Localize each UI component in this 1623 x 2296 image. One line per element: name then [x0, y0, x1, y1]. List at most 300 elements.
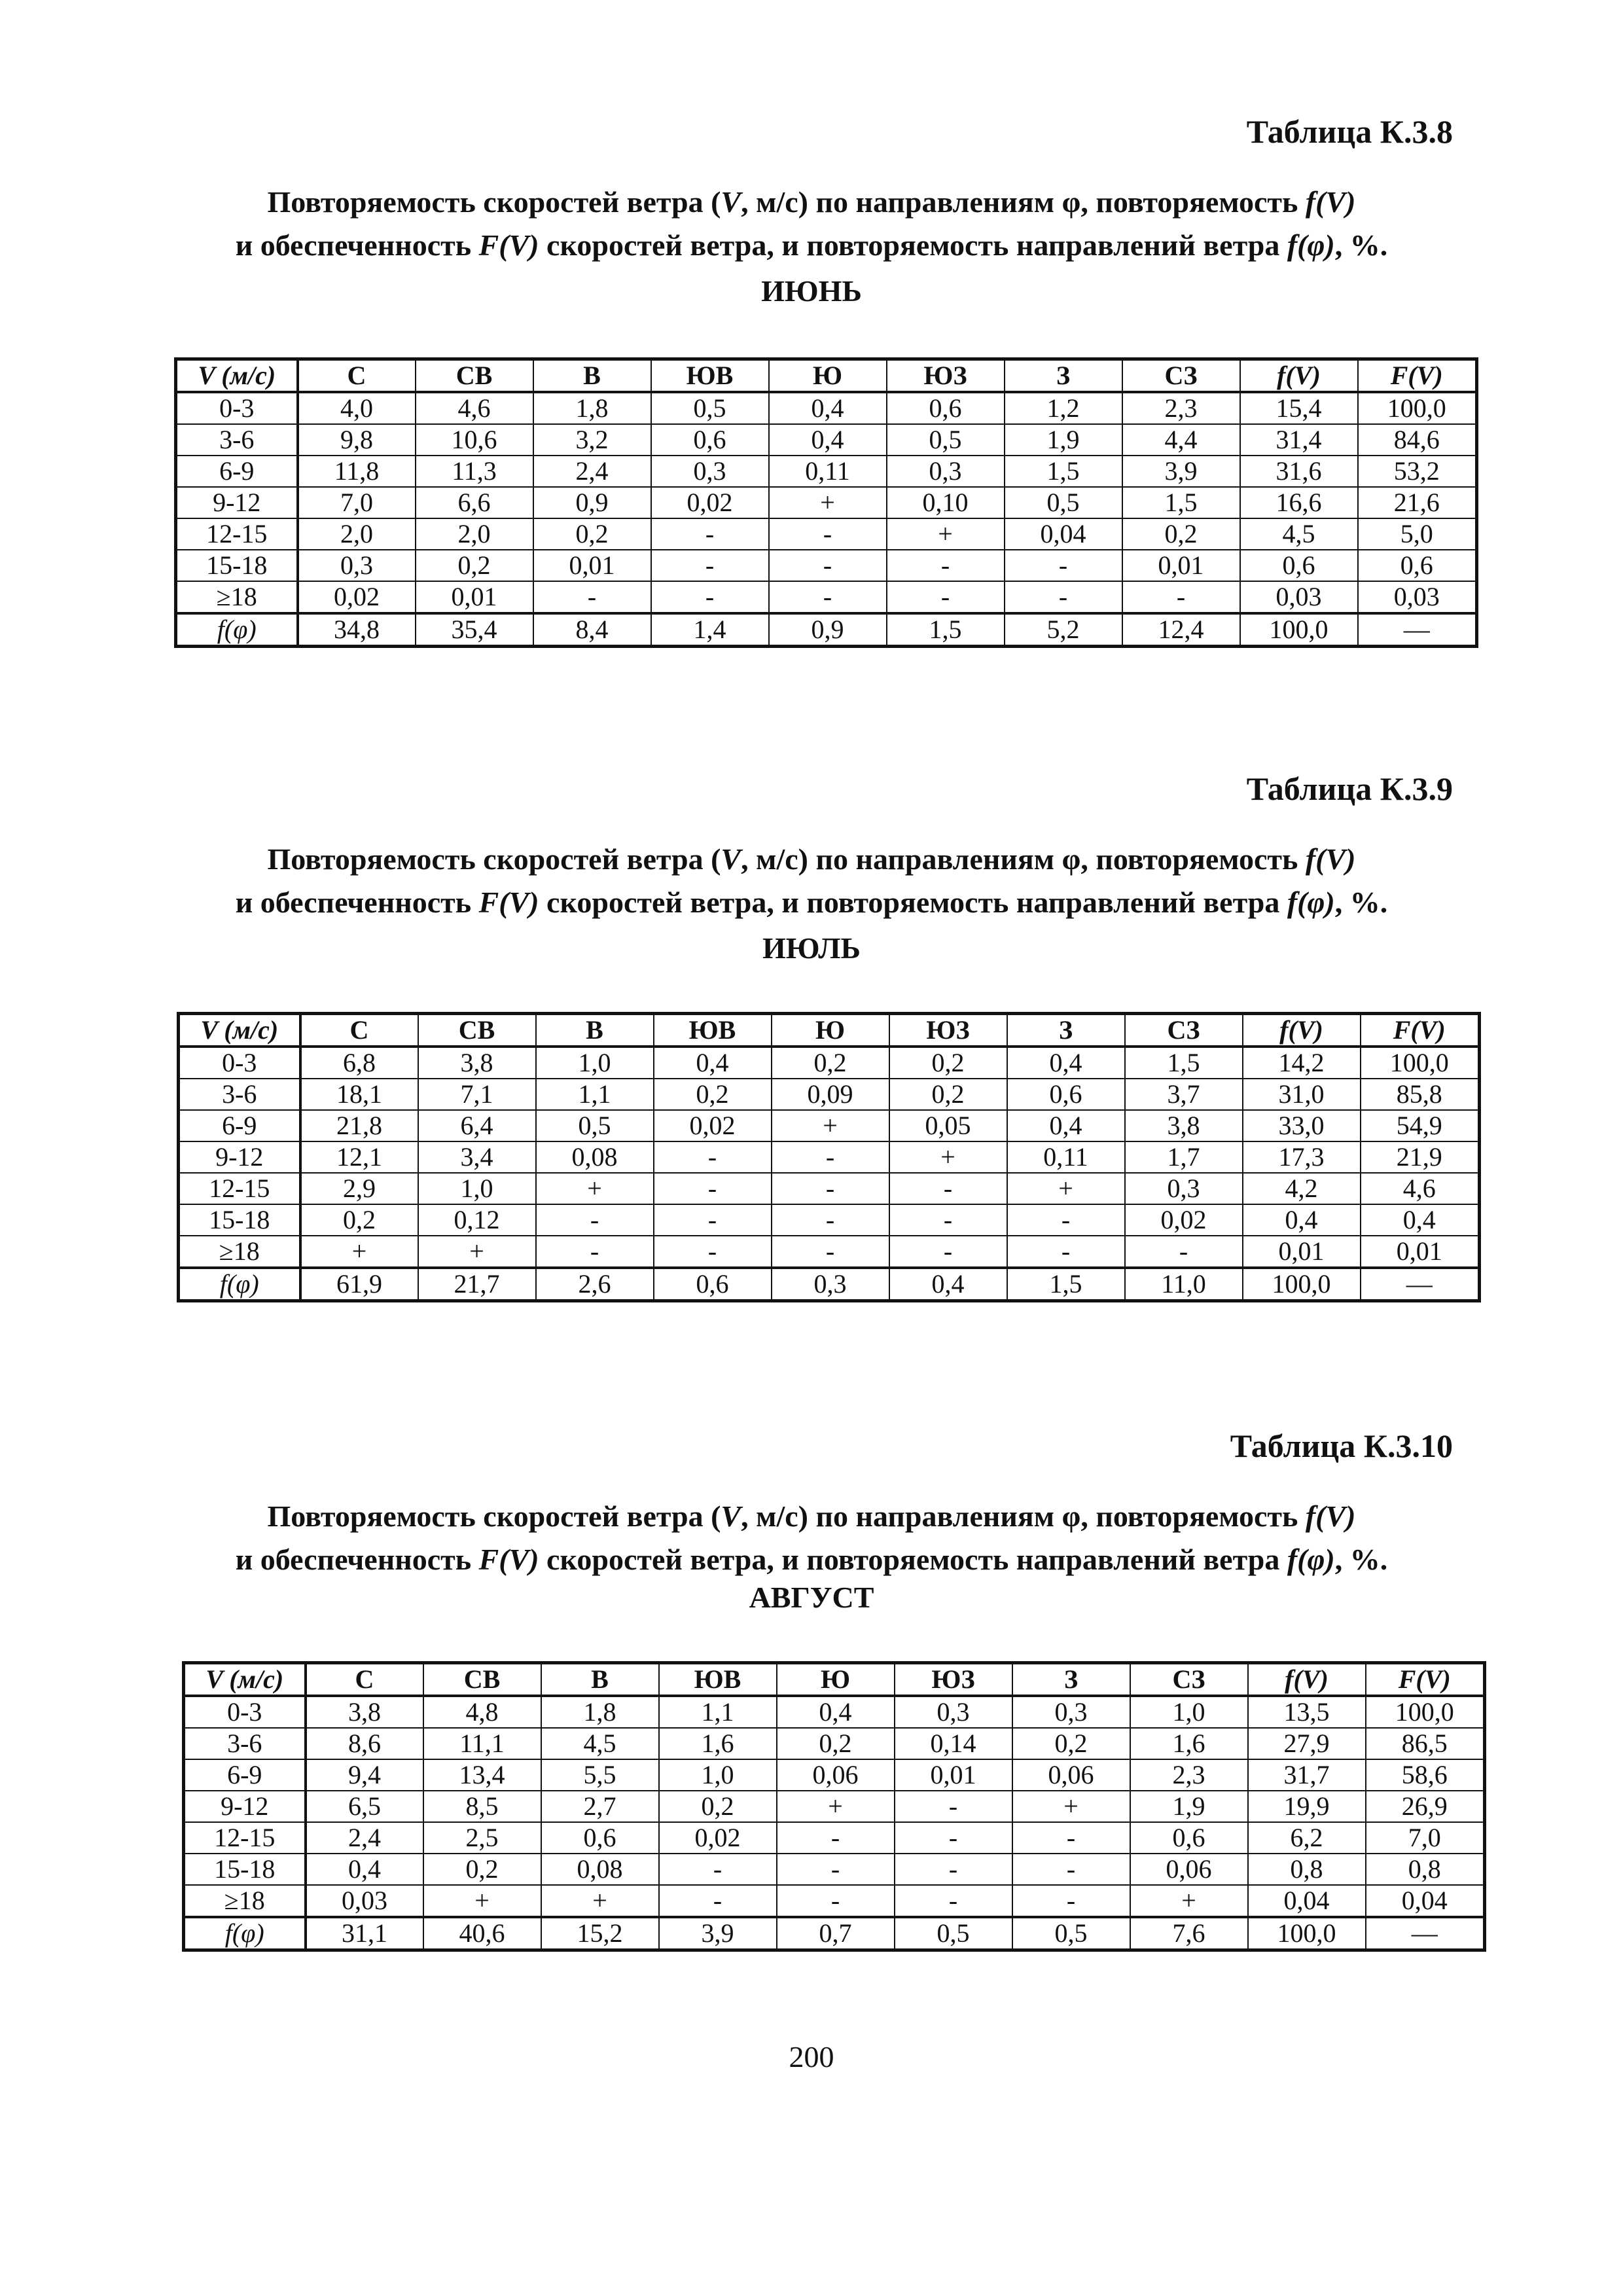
table-cell: 1,5: [1122, 487, 1240, 518]
table-cell: -: [651, 550, 769, 581]
table-cell: 0,9: [769, 613, 887, 647]
table-cell: 11,0: [1125, 1268, 1243, 1301]
table-cell: 1,5: [887, 613, 1005, 647]
table-cell: +: [541, 1885, 659, 1917]
table-caption: [0, 1495, 1623, 1581]
table-cell: 0,6: [1358, 550, 1477, 581]
caption-line-1: Повторяемость скоростей ветра (V, м/с) по направлениям φ, повторяемость f(V): [267, 185, 1356, 219]
table-cell: 6,6: [416, 487, 533, 518]
table-row: [184, 1917, 1485, 1950]
caption-line-1: Повторяемость скоростей ветра (V, м/с) по направлениям φ, повторяемость f(V): [267, 1499, 1356, 1533]
table-cell: 2,9: [300, 1173, 418, 1204]
table-cell: -: [772, 1204, 889, 1236]
table-cell: 0,09: [772, 1079, 889, 1110]
table-cell: 85,8: [1361, 1079, 1480, 1110]
month-title: АВГУСТ: [749, 1581, 874, 1614]
header-cell: F(V): [1366, 1663, 1485, 1696]
row-label-cell: 0-3: [184, 1696, 306, 1728]
table-cell: 31,6: [1240, 456, 1358, 487]
table-cell: 0,3: [1012, 1696, 1130, 1728]
table-cell: 100,0: [1366, 1696, 1485, 1728]
table-cell: 0,5: [651, 392, 769, 424]
table-cell: -: [651, 518, 769, 550]
table-cell: -: [1005, 550, 1122, 581]
wind-table-august: [182, 1661, 1486, 1952]
table-cell: 1,9: [1130, 1791, 1248, 1822]
row-label-cell: 6-9: [179, 1110, 300, 1141]
table-cell: 0,4: [889, 1268, 1007, 1301]
header-cell: СВ: [416, 359, 533, 393]
table-cell: 18,1: [300, 1079, 418, 1110]
table-cell: -: [1007, 1204, 1125, 1236]
table-cell: 0,06: [777, 1759, 895, 1791]
table-cell: 1,4: [651, 613, 769, 647]
header-cell: ЮВ: [659, 1663, 777, 1696]
table-cell: 21,9: [1361, 1141, 1480, 1173]
row-label-cell: 12-15: [184, 1822, 306, 1854]
table-cell: 0,03: [306, 1885, 423, 1917]
table-cell: -: [654, 1141, 772, 1173]
table-cell: 8,6: [306, 1728, 423, 1759]
table-cell: 84,6: [1358, 424, 1477, 456]
table-cell: 1,5: [1007, 1268, 1125, 1301]
row-label-cell: 15-18: [179, 1204, 300, 1236]
table-cell: 0,2: [423, 1854, 541, 1885]
header-cell: Ю: [777, 1663, 895, 1696]
table-cell: 5,2: [1005, 613, 1122, 647]
header-cell: ЮВ: [654, 1014, 772, 1047]
header-cell: ЮЗ: [889, 1014, 1007, 1047]
table-cell: 0,01: [1361, 1236, 1480, 1268]
table-cell: 0,4: [306, 1854, 423, 1885]
table-cell: 0,01: [895, 1759, 1012, 1791]
table-cell: 40,6: [423, 1917, 541, 1950]
table-cell: 0,7: [777, 1917, 895, 1950]
table-cell: 0,03: [1358, 581, 1477, 613]
table-cell: 4,6: [1361, 1173, 1480, 1204]
table-cell: 0,06: [1130, 1854, 1248, 1885]
table-row: [176, 424, 1477, 456]
table-cell: 2,4: [306, 1822, 423, 1854]
wind-table-july: [177, 1012, 1481, 1302]
table-row: [176, 518, 1477, 550]
table-cell: -: [895, 1854, 1012, 1885]
table-cell: 3,8: [306, 1696, 423, 1728]
header-cell: З: [1005, 359, 1122, 393]
header-cell: ЮВ: [651, 359, 769, 393]
table-cell: 11,3: [416, 456, 533, 487]
table-cell: 1,1: [659, 1696, 777, 1728]
table-cell: 7,0: [298, 487, 416, 518]
row-label-cell: ≥18: [176, 581, 298, 613]
table-cell: 100,0: [1240, 613, 1358, 647]
table-row: [176, 487, 1477, 518]
table-cell: +: [772, 1110, 889, 1141]
table-cell: 0,2: [533, 518, 651, 550]
table-cell: 0,02: [654, 1110, 772, 1141]
table-cell: 100,0: [1358, 392, 1477, 424]
header-cell: С: [300, 1014, 418, 1047]
row-label-cell: 3-6: [179, 1079, 300, 1110]
table-cell: 0,11: [1007, 1141, 1125, 1173]
row-label-cell: 3-6: [176, 424, 298, 456]
table-cell: 2,3: [1122, 392, 1240, 424]
table-cell: 0,4: [769, 392, 887, 424]
header-cell: СЗ: [1125, 1014, 1243, 1047]
table-cell: 11,1: [423, 1728, 541, 1759]
table-cell: 21,7: [418, 1268, 536, 1301]
table-cell: 31,1: [306, 1917, 423, 1950]
table-cell: 0,6: [1007, 1079, 1125, 1110]
table-row: [179, 1141, 1480, 1173]
table-cell: 0,6: [1130, 1822, 1248, 1854]
table-cell: +: [1012, 1791, 1130, 1822]
table-cell: 1,8: [533, 392, 651, 424]
header-cell: В: [533, 359, 651, 393]
row-label-cell: f(φ): [184, 1917, 306, 1950]
header-cell: В: [536, 1014, 654, 1047]
row-label-cell: 9-12: [184, 1791, 306, 1822]
table-cell: -: [772, 1141, 889, 1173]
table-cell: 1,8: [541, 1696, 659, 1728]
table-cell: 33,0: [1243, 1110, 1361, 1141]
table-cell: -: [772, 1236, 889, 1268]
row-label-cell: 9-12: [179, 1141, 300, 1173]
header-cell: С: [306, 1663, 423, 1696]
table-cell: 5,0: [1358, 518, 1477, 550]
row-label-cell: 0-3: [179, 1047, 300, 1079]
table-cell: 100,0: [1361, 1047, 1480, 1079]
table-cell: —: [1358, 613, 1477, 647]
table-row: [176, 581, 1477, 613]
header-cell: V (м/с): [184, 1663, 306, 1696]
table-cell: 0,4: [1007, 1047, 1125, 1079]
month-title: ИЮНЬ: [761, 274, 862, 308]
row-label-cell: 15-18: [176, 550, 298, 581]
table-cell: 0,4: [654, 1047, 772, 1079]
table-cell: 4,8: [423, 1696, 541, 1728]
header-cell: f(V): [1240, 359, 1358, 393]
table-cell: +: [769, 487, 887, 518]
table-cell: 31,7: [1248, 1759, 1366, 1791]
table-row: [176, 550, 1477, 581]
table-cell: 0,08: [541, 1854, 659, 1885]
table-cell: -: [769, 550, 887, 581]
table-cell: +: [1007, 1173, 1125, 1204]
header-cell: F(V): [1361, 1014, 1480, 1047]
table-row: [176, 456, 1477, 487]
table-cell: -: [659, 1885, 777, 1917]
table-cell: 2,3: [1130, 1759, 1248, 1791]
header-cell: ЮЗ: [895, 1663, 1012, 1696]
header-cell: f(V): [1248, 1663, 1366, 1696]
table-cell: 13,4: [423, 1759, 541, 1791]
table-cell: -: [777, 1885, 895, 1917]
table-cell: 21,8: [300, 1110, 418, 1141]
table-cell: 0,5: [1012, 1917, 1130, 1950]
table-cell: 0,2: [1012, 1728, 1130, 1759]
table-cell: 61,9: [300, 1268, 418, 1301]
table-cell: -: [536, 1236, 654, 1268]
table-cell: 0,4: [1007, 1110, 1125, 1141]
table-cell: 3,7: [1125, 1079, 1243, 1110]
table-cell: 6,8: [300, 1047, 418, 1079]
table-row: [184, 1728, 1485, 1759]
table-cell: 4,5: [541, 1728, 659, 1759]
table-cell: 0,5: [887, 424, 1005, 456]
table-cell: 1,5: [1005, 456, 1122, 487]
table-caption: [0, 181, 1623, 267]
table-cell: 3,8: [1125, 1110, 1243, 1141]
table-row: [176, 613, 1477, 647]
table-cell: 0,3: [651, 456, 769, 487]
row-label-cell: 6-9: [184, 1759, 306, 1791]
table-cell: -: [889, 1173, 1007, 1204]
header-cell: Ю: [769, 359, 887, 393]
table-cell: -: [777, 1822, 895, 1854]
table-row: [179, 1268, 1480, 1301]
table-cell: -: [895, 1885, 1012, 1917]
table-cell: +: [423, 1885, 541, 1917]
table-cell: 0,01: [533, 550, 651, 581]
table-cell: 4,5: [1240, 518, 1358, 550]
table-cell: 0,4: [777, 1696, 895, 1728]
table-cell: 58,6: [1366, 1759, 1485, 1791]
table-cell: 6,2: [1248, 1822, 1366, 1854]
table-cell: 0,4: [1361, 1204, 1480, 1236]
table-cell: 5,5: [541, 1759, 659, 1791]
header-cell: СЗ: [1122, 359, 1240, 393]
table-row: [179, 1079, 1480, 1110]
caption-line-2: и обеспеченность F(V) скоростей ветра, и повторяемость направлений ветра f(φ), %.: [235, 1543, 1388, 1576]
table-cell: 0,2: [659, 1791, 777, 1822]
table-cell: +: [300, 1236, 418, 1268]
header-cell: Ю: [772, 1014, 889, 1047]
table-cell: -: [1125, 1236, 1243, 1268]
table-cell: +: [889, 1141, 1007, 1173]
table-cell: 0,3: [1125, 1173, 1243, 1204]
table-cell: -: [654, 1236, 772, 1268]
table-cell: 86,5: [1366, 1728, 1485, 1759]
header-cell: В: [541, 1663, 659, 1696]
table-row: [179, 1173, 1480, 1204]
table-cell: -: [1005, 581, 1122, 613]
row-label-cell: 6-9: [176, 456, 298, 487]
table-cell: 1,0: [659, 1759, 777, 1791]
table-cell: -: [536, 1204, 654, 1236]
table-cell: 13,5: [1248, 1696, 1366, 1728]
table-cell: -: [769, 518, 887, 550]
table-cell: 0,5: [536, 1110, 654, 1141]
table-cell: 3,4: [418, 1141, 536, 1173]
header-cell: V (м/с): [179, 1014, 300, 1047]
table-row: [179, 1236, 1480, 1268]
table-cell: 0,2: [889, 1079, 1007, 1110]
row-label-cell: 0-3: [176, 392, 298, 424]
page-number: 200: [789, 2040, 834, 2073]
header-row: [184, 1663, 1485, 1696]
table-cell: 2,5: [423, 1822, 541, 1854]
table-cell: 0,12: [418, 1204, 536, 1236]
table-cell: 0,2: [889, 1047, 1007, 1079]
table-cell: 1,0: [418, 1173, 536, 1204]
table-cell: +: [536, 1173, 654, 1204]
table-cell: 1,5: [1125, 1047, 1243, 1079]
caption-line-2: и обеспеченность F(V) скоростей ветра, и повторяемость направлений ветра f(φ), %.: [235, 228, 1388, 262]
table-cell: 31,0: [1243, 1079, 1361, 1110]
table-row: [184, 1822, 1485, 1854]
table-cell: 0,2: [300, 1204, 418, 1236]
row-label-cell: 15-18: [184, 1854, 306, 1885]
table-cell: -: [659, 1854, 777, 1885]
table-row: [184, 1854, 1485, 1885]
wind-table-june: [174, 357, 1478, 648]
table-cell: 3,8: [418, 1047, 536, 1079]
table-cell: 0,01: [1122, 550, 1240, 581]
table-cell: 9,8: [298, 424, 416, 456]
header-cell: СВ: [418, 1014, 536, 1047]
table-cell: 12,1: [300, 1141, 418, 1173]
table-row: [179, 1204, 1480, 1236]
caption-line-1: Повторяемость скоростей ветра (V, м/с) по направлениям φ, повторяемость f(V): [267, 842, 1356, 876]
table-cell: 0,6: [654, 1268, 772, 1301]
table-cell: 3,9: [659, 1917, 777, 1950]
row-label-cell: 9-12: [176, 487, 298, 518]
caption-line-2: и обеспеченность F(V) скоростей ветра, и повторяемость направлений ветра f(φ), %.: [235, 886, 1388, 919]
table-cell: 6,4: [418, 1110, 536, 1141]
table-row: [184, 1759, 1485, 1791]
table-cell: 0,6: [887, 392, 1005, 424]
table-cell: 6,5: [306, 1791, 423, 1822]
table-cell: 19,9: [1248, 1791, 1366, 1822]
table-cell: 7,6: [1130, 1917, 1248, 1950]
table-cell: -: [769, 581, 887, 613]
table-cell: 1,1: [536, 1079, 654, 1110]
table-cell: -: [772, 1173, 889, 1204]
row-label-cell: f(φ): [176, 613, 298, 647]
table-cell: 15,4: [1240, 392, 1358, 424]
table-cell: 0,10: [887, 487, 1005, 518]
header-cell: f(V): [1243, 1014, 1361, 1047]
table-caption: [0, 838, 1623, 924]
table-cell: +: [1130, 1885, 1248, 1917]
table-cell: 0,8: [1248, 1854, 1366, 1885]
header-cell: З: [1012, 1663, 1130, 1696]
table-cell: 11,8: [298, 456, 416, 487]
table-row: [184, 1885, 1485, 1917]
table-cell: 0,2: [654, 1079, 772, 1110]
table-cell: 1,6: [659, 1728, 777, 1759]
table-label: Таблица К.3.8: [1246, 113, 1453, 150]
table-cell: 0,3: [895, 1696, 1012, 1728]
table-cell: 0,6: [651, 424, 769, 456]
header-cell: З: [1007, 1014, 1125, 1047]
table-cell: +: [777, 1791, 895, 1822]
table-row: [179, 1110, 1480, 1141]
table-cell: 34,8: [298, 613, 416, 647]
header-row: [179, 1014, 1480, 1047]
row-label-cell: 12-15: [179, 1173, 300, 1204]
month-title: ИЮЛЬ: [762, 931, 861, 965]
table-cell: 2,7: [541, 1791, 659, 1822]
table-cell: —: [1366, 1917, 1485, 1950]
table-cell: -: [654, 1204, 772, 1236]
table-cell: 53,2: [1358, 456, 1477, 487]
row-label-cell: f(φ): [179, 1268, 300, 1301]
table-cell: -: [1012, 1822, 1130, 1854]
table-cell: 3,9: [1122, 456, 1240, 487]
table-cell: 1,6: [1130, 1728, 1248, 1759]
table-cell: 2,4: [533, 456, 651, 487]
header-cell: ЮЗ: [887, 359, 1005, 393]
table-cell: 0,02: [298, 581, 416, 613]
table-cell: 0,01: [416, 581, 533, 613]
header-row: [176, 359, 1477, 393]
table-cell: -: [651, 581, 769, 613]
table-cell: 0,02: [651, 487, 769, 518]
table-cell: -: [887, 581, 1005, 613]
table-cell: 0,14: [895, 1728, 1012, 1759]
table-cell: 17,3: [1243, 1141, 1361, 1173]
table-cell: 27,9: [1248, 1728, 1366, 1759]
table-cell: 0,5: [895, 1917, 1012, 1950]
table-cell: 9,4: [306, 1759, 423, 1791]
table-cell: 0,9: [533, 487, 651, 518]
table-cell: -: [654, 1173, 772, 1204]
table-cell: 16,6: [1240, 487, 1358, 518]
table-cell: -: [895, 1791, 1012, 1822]
table-cell: 0,04: [1248, 1885, 1366, 1917]
table-cell: 0,6: [1240, 550, 1358, 581]
table-cell: 4,0: [298, 392, 416, 424]
row-label-cell: 3-6: [184, 1728, 306, 1759]
table-cell: -: [1012, 1885, 1130, 1917]
table-cell: 35,4: [416, 613, 533, 647]
table-cell: 0,11: [769, 456, 887, 487]
table-cell: 26,9: [1366, 1791, 1485, 1822]
table-cell: 0,4: [769, 424, 887, 456]
header-cell: СВ: [423, 1663, 541, 1696]
table-cell: -: [1012, 1854, 1130, 1885]
table-cell: -: [887, 550, 1005, 581]
table-cell: 0,05: [889, 1110, 1007, 1141]
table-cell: +: [887, 518, 1005, 550]
table-cell: 0,4: [1243, 1204, 1361, 1236]
table-cell: 12,4: [1122, 613, 1240, 647]
table-cell: 100,0: [1248, 1917, 1366, 1950]
table-cell: 1,2: [1005, 392, 1122, 424]
header-cell: V (м/с): [176, 359, 298, 393]
table-cell: -: [889, 1236, 1007, 1268]
table-cell: 1,9: [1005, 424, 1122, 456]
header-cell: СЗ: [1130, 1663, 1248, 1696]
table-row: [184, 1791, 1485, 1822]
table-cell: -: [895, 1822, 1012, 1854]
table-cell: 0,04: [1005, 518, 1122, 550]
table-cell: 4,6: [416, 392, 533, 424]
table-cell: -: [1007, 1236, 1125, 1268]
table-cell: 0,6: [541, 1822, 659, 1854]
table-cell: 21,6: [1358, 487, 1477, 518]
table-label: Таблица К.3.10: [1230, 1427, 1453, 1464]
table-cell: -: [777, 1854, 895, 1885]
table-cell: 8,4: [533, 613, 651, 647]
table-cell: 0,3: [298, 550, 416, 581]
table-cell: 1,7: [1125, 1141, 1243, 1173]
table-cell: 0,5: [1005, 487, 1122, 518]
table-row: [176, 392, 1477, 424]
table-row: [184, 1696, 1485, 1728]
